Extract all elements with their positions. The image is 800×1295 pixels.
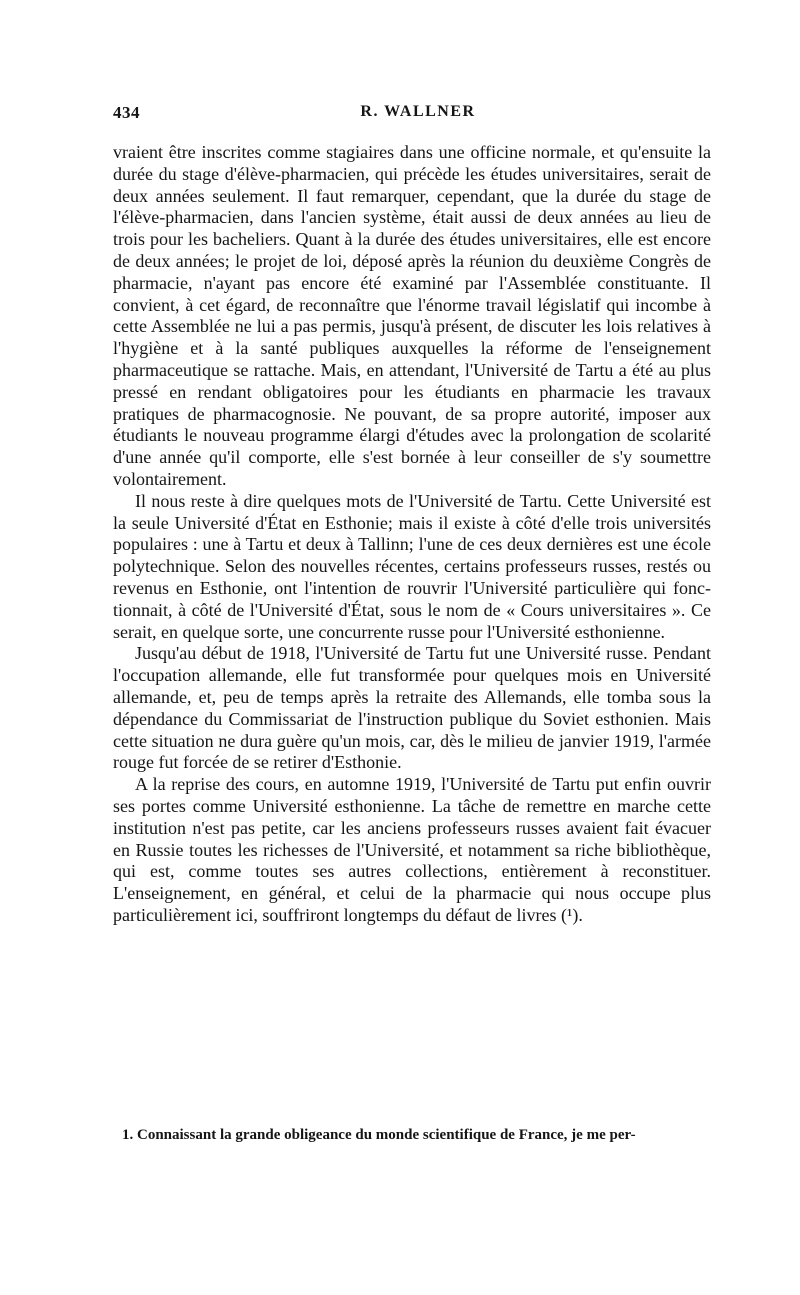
running-head: R. WALLNER xyxy=(360,103,476,120)
page-header xyxy=(113,103,713,129)
footnote: 1. Connaissant la grande obligeance du monde scientifique de France, je me per- xyxy=(122,1127,636,1143)
paragraph: vraient être inscrites comme stagiaires dans une officine normale, et qu'ensuite la durée du stage d'élève-pharmacien, qui précède les études universitaires, serait de deux années seulement. Il faut remarquer, cependant, que la durée du stage de l'élève-pharmacien, dans l'ancien système, était aussi de deux années au lieu de trois pour les bacheliers. Quant à la durée des études universitaires, elle est encore de deux années; le projet de loi, déposé après la réunion du deuxième Congrès de pharmacie, n'ayant pas encore été examiné par l'Assemblée constituante. Il convient, à cet égard, de reconnaître que l'énorme travail législatif qui incombe à cette Assemblée ne lui a pas permis, jusqu'à présent, de discuter les lois relatives à l'hygiène et à la santé publiques auxquelles la réforme de l'enseignement pharmaceutique se rattache. Mais, en attendant, l'Université de Tartu a été au plus pressé en rendant obligatoires pour les étudiants en pharmacie les travaux pratiques de pharmacognosie. Ne pouvant, de sa propre autorité, imposer aux étudiants le nouveau programme élargi d'études avec la prolongation de scolarité d'une année qu'il comporte, elle s'est bornée à leur conseiller de s'y soumettre volontairement. xyxy=(113,142,711,489)
paragraph: A la reprise des cours, en automne 1919, l'Université de Tartu put enfin ouvrir ses portes comme Université esthonienne. La tâche de remettre en marche cette institution n'est pas petite, car les anciens professeurs russes avaient fait évacuer en Russie toutes les richesses de l'Université, et notamment sa riche bibliothèque, qui est, comme toutes ses autres collections, entièrement à reconstituer. L'enseignement, en général, et celui de la pharmacie qui nous occupe plus particulièrement ici, souffriront longtemps du défaut de livres (¹). xyxy=(113,774,711,925)
page-number: 434 xyxy=(113,103,140,122)
body-text xyxy=(113,142,711,927)
paragraph: Jusqu'au début de 1918, l'Université de Tartu fut une Université russe. Pendant l'occupation allemande, elle fut transformée pour quelques mois en Université allemande, et, peu de temps après la retraite des Allemands, elle tomba sous la dépendance du Commissariat de l'instruction publique du Soviet esthonien. Mais cette situation ne dura guère qu'un mois, car, dès le milieu de janvier 1919, l'armée rouge fut forcée de se retirer d'Esthonie. xyxy=(113,643,711,773)
paragraph: Il nous reste à dire quelques mots de l'Université de Tartu. Cette Université est la seule Université d'État en Esthonie; mais il existe à côté d'elle trois universités populaires : une à Tartu et deux à Tallinn; l'une de ces deux dernières est une école polytechnique. Selon des nouvelles récentes, certains professeurs russes, restés ou revenus en Esthonie, ont l'intention de rouvrir l'Université particulière qui fonctionnait, à côté de l'Université d'État, sous le nom de « Cours universitaires ». Ce serait, en quelque sorte, une concurrente russe pour l'Université esthonienne. xyxy=(113,490,711,642)
